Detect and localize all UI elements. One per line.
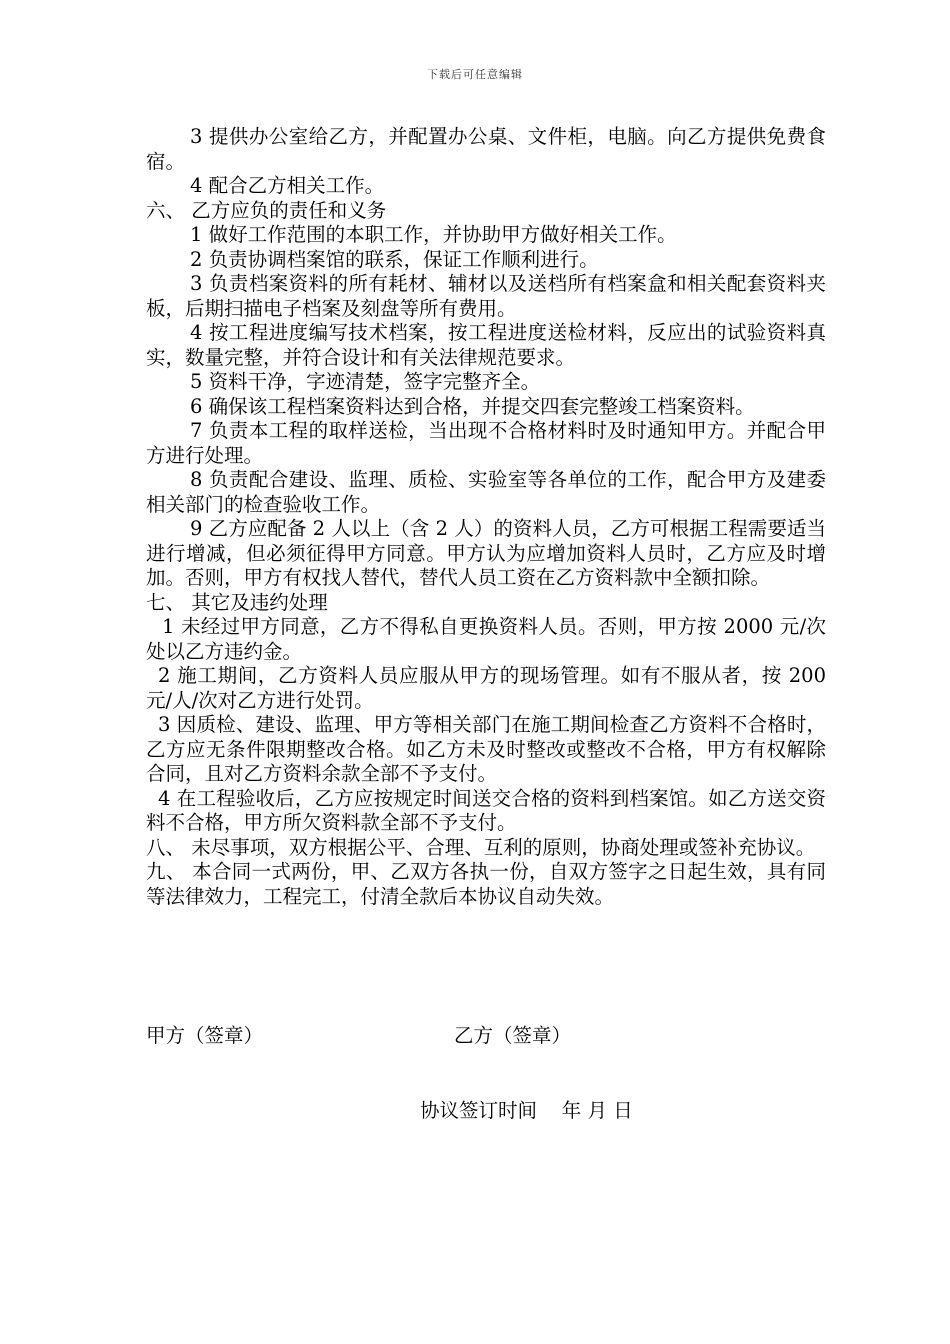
section-paragraph: 八、 未尽事项，双方根据公平、合理、互利的原则，协商处理或签补充协议。	[146, 835, 816, 859]
paragraph: 7 负责本工程的取样送检，当出现不合格材料时及时通知甲方。并配合甲方进行处理。	[146, 419, 826, 467]
paragraph: 8 负责配合建设、监理、质检、实验室等各单位的工作，配合甲方及建委相关部门的检查验收工作。	[146, 468, 826, 516]
paragraph: 3 因质检、建设、监理、甲方等相关部门在施工期间检查乙方资料不合格时，乙方应无条件限期整改合格。如乙方未及时整改或整改不合格，甲方有权解除合同，且对乙方资料余款全部不予支付。	[146, 713, 826, 785]
paragraph: 4 按工程进度编写技术档案，按工程进度送检材料，反应出的试验资料真实，数量完整，并符合设计和有关法律规范要求。	[146, 321, 826, 369]
paragraph: 2 负责协调档案馆的联系，保证工作顺利进行。	[190, 247, 599, 271]
sign-date: 协议签订时间 年 月 日	[420, 1099, 633, 1122]
paragraph: 3 提供办公室给乙方，并配置办公桌、文件柜，电脑。向乙方提供免费食宿。	[146, 125, 826, 173]
paragraph: 3 负责档案资料的所有耗材、辅材以及送档所有档案盒和相关配套资料夹板，后期扫描电子档案及刻盘等所有费用。	[146, 272, 826, 320]
paragraph: 6 确保该工程档案资料达到合格，并提交四套完整竣工档案资料。	[190, 394, 755, 418]
paragraph: 4 在工程验收后，乙方应按规定时间送交合格的资料到档案馆。如乙方送交资料不合格，甲方所欠资料款全部不予支付。	[146, 786, 826, 834]
paragraph: 1 未经过甲方同意，乙方不得私自更换资料人员。否则，甲方按 2000 元/次处以乙方违约金。	[146, 615, 826, 663]
paragraph: 4 配合乙方相关工作。	[190, 174, 385, 197]
paragraph: 1 做好工作范围的本职工作，并协助甲方做好相关工作。	[190, 223, 677, 246]
section-heading: 七、 其它及违约处理	[146, 590, 328, 614]
contract-body	[146, 125, 826, 909]
signature-row	[146, 1020, 826, 1046]
section-paragraph: 九、 本合同一式两份，甲、乙双方各执一份，自双方签字之日起生效，具有同等法律效力，工程完工，付清全款后本协议自动失效。	[146, 860, 826, 908]
party-b-signature: 乙方（签章）	[454, 1024, 572, 1047]
paragraph: 2 施工期间，乙方资料人员应服从甲方的现场管理。如有不服从者，按 200 元/人/次对乙方进行处罚。	[146, 664, 826, 712]
header-note: 下载后可任意编辑	[427, 68, 523, 81]
paragraph: 9 乙方应配备 2 人以上（含 2 人）的资料人员，乙方可根据工程需要适当进行增减，但必须征得甲方同意。甲方认为应增加资料人员时，乙方应及时增加。否则，甲方有权找人替代，替代人员工资在乙方资料款中全额扣除。	[146, 517, 826, 589]
section-heading: 六、 乙方应负的责任和义务	[146, 198, 387, 222]
party-a-signature: 甲方（签章）	[146, 1024, 264, 1047]
paragraph: 5 资料干净，字迹清楚，签字完整齐全。	[190, 370, 541, 393]
